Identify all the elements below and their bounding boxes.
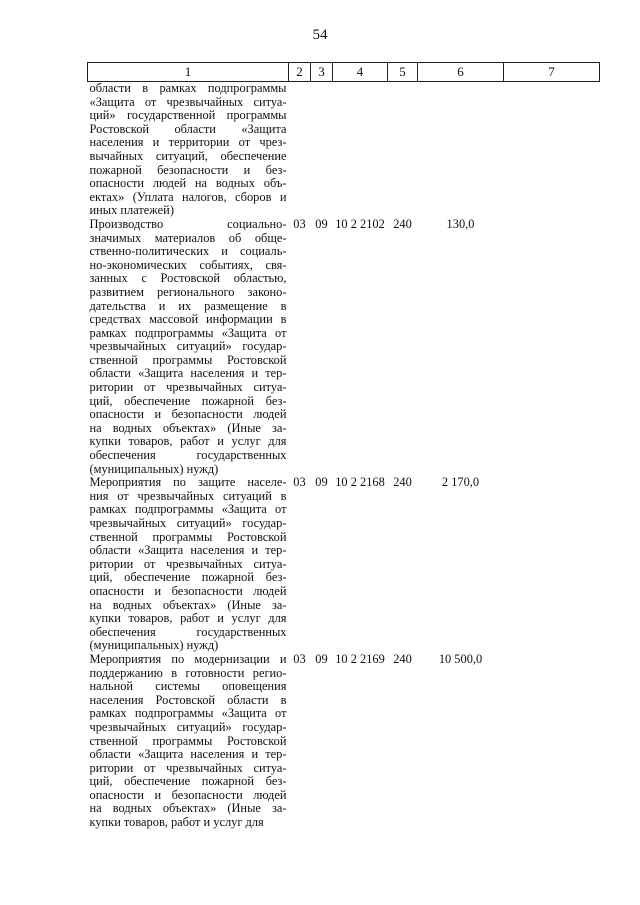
- section-code: [289, 82, 311, 218]
- subsection-code: 09: [315, 475, 328, 490]
- description-line: иных платежей): [89, 203, 174, 218]
- amount: 2 170,0: [441, 475, 480, 490]
- description-line: чрезвычайных ситуаций» государ-: [89, 719, 287, 734]
- section-code: 03: [293, 475, 306, 490]
- description-line: ритории от чрезвычайных ситуа-: [89, 556, 287, 571]
- description-line: значимых материалов об обще-: [89, 230, 287, 245]
- description-line: (муниципальных) нужд): [89, 638, 219, 653]
- subsection-code: [311, 82, 333, 218]
- description-line: купки товаров, работ и услуг для: [89, 611, 287, 626]
- description-line: чрезвычайных ситуаций» государ-: [89, 516, 287, 530]
- description-line: Мероприятия по модернизации и: [89, 651, 287, 666]
- expense-type-code: [388, 82, 418, 218]
- column-header: 1: [88, 63, 289, 82]
- target-article-code: 10 2 2102: [335, 216, 385, 231]
- description-line: нальной системы оповещения: [89, 679, 287, 694]
- description-line: области «Защита населения и тер-: [89, 747, 287, 762]
- subsection-code: 09: [315, 651, 328, 666]
- description-line: ственно-политических и социаль-: [89, 244, 287, 259]
- description-line: но-экономических событиях, свя-: [89, 257, 287, 272]
- description-line: опасности и безопасности людей: [89, 407, 287, 422]
- subsection-code: 09: [315, 216, 328, 231]
- description-line: Мероприятия по защите населе-: [89, 475, 287, 490]
- amount: 130,0: [446, 216, 475, 231]
- row-description: [88, 82, 289, 218]
- description-line: области «Защита населения и тер-: [89, 543, 287, 558]
- column-7-value: [504, 218, 600, 476]
- description-line: ритории от чрезвычайных ситуа-: [89, 760, 287, 775]
- description-line: на водных объектах» (Иные за-: [89, 420, 287, 435]
- column-7-value: [504, 82, 600, 218]
- description-line: ций, обеспечение пожарной без-: [89, 570, 287, 585]
- description-line: средствах массовой информации в: [89, 312, 287, 327]
- target-article-code: 10 2 2169: [335, 651, 385, 666]
- description-line: поддержанию в готовности регио-: [89, 665, 287, 680]
- page-number: 54: [312, 27, 328, 43]
- target-article-code: [333, 82, 388, 218]
- description-line: ния от чрезвычайных ситуаций в: [89, 488, 287, 503]
- description-line: опасности людей на водных объ-: [89, 176, 287, 191]
- column-header: 7: [504, 63, 600, 82]
- description-line: ций, обеспечение пожарной без-: [89, 774, 287, 789]
- expense-type-code: 240: [393, 475, 412, 490]
- description-line: дательства и их размещение в: [89, 298, 287, 313]
- description-line: рамках подпрограммы «Защита от: [89, 502, 287, 517]
- table-row: [88, 653, 600, 830]
- description-line: области в рамках подпрограммы: [89, 81, 287, 95]
- description-line: рамках подпрограммы «Защита от: [89, 706, 287, 721]
- description-line: ритории от чрезвычайных ситуа-: [89, 380, 287, 395]
- table-row: [88, 218, 600, 476]
- table-header-row: [88, 63, 600, 82]
- row-description: [88, 218, 289, 476]
- description-line: населения и территории от чрез-: [89, 135, 287, 150]
- expense-type-code: 240: [393, 216, 412, 231]
- description-line: ственной программы Ростовской: [89, 352, 287, 367]
- description-line: ций, обеспечение пожарной без-: [89, 393, 287, 408]
- target-article-code: 10 2 2168: [335, 475, 385, 490]
- description-line: развитием регионального законо-: [89, 284, 287, 299]
- section-code: 03: [293, 216, 306, 231]
- column-header: 4: [333, 63, 388, 82]
- description-line: на водных объектах» (Иные за-: [89, 801, 287, 816]
- row-description: [88, 476, 289, 653]
- description-line: ектах» (Уплата налогов, сборов и: [89, 189, 287, 204]
- description-line: опасности и безопасности людей: [89, 583, 287, 598]
- description-line: купки товаров, работ и услуг для: [89, 815, 264, 830]
- description-line: купки товаров, работ и услуг для: [89, 434, 287, 449]
- column-7-value: [504, 476, 600, 653]
- description-line: вычайных ситуаций, обеспечение: [89, 148, 287, 163]
- section-code: 03: [293, 651, 306, 666]
- expense-type-code: 240: [393, 651, 412, 666]
- description-line: Ростовской области «Защита: [89, 121, 287, 136]
- description-line: «Защита от чрезвычайных ситуа-: [89, 94, 287, 109]
- description-line: пожарной безопасности и без-: [89, 162, 287, 177]
- description-line: населения Ростовской области в: [89, 692, 287, 707]
- table-row: [88, 476, 600, 653]
- description-line: чрезвычайных ситуаций» государ-: [89, 339, 287, 354]
- amount: [418, 82, 504, 218]
- description-line: ственной программы Ростовской: [89, 733, 287, 748]
- description-line: (муниципальных) нужд): [89, 461, 219, 476]
- description-line: опасности и безопасности людей: [89, 787, 287, 802]
- description-line: обеспечения государственных: [89, 624, 287, 639]
- column-7-value: [504, 653, 600, 830]
- description-line: области «Защита населения и тер-: [89, 366, 287, 381]
- description-line: рамках подпрограммы «Защита от: [89, 325, 287, 340]
- column-header: 2: [289, 63, 311, 82]
- description-line: обеспечения государственных: [89, 448, 287, 463]
- budget-table: [87, 62, 600, 830]
- column-header: 5: [388, 63, 418, 82]
- description-line: занных с Ростовской областью,: [89, 271, 287, 286]
- row-description: [88, 653, 289, 830]
- description-line: ций» государственной программы: [89, 108, 287, 123]
- column-header: 6: [418, 63, 504, 82]
- amount: 10 500,0: [438, 651, 483, 666]
- description-line: на водных объектах» (Иные за-: [89, 597, 287, 612]
- description-line: Производство социально-: [89, 216, 287, 231]
- table-row: [88, 82, 600, 218]
- description-line: ственной программы Ростовской: [89, 529, 287, 544]
- column-header: 3: [311, 63, 333, 82]
